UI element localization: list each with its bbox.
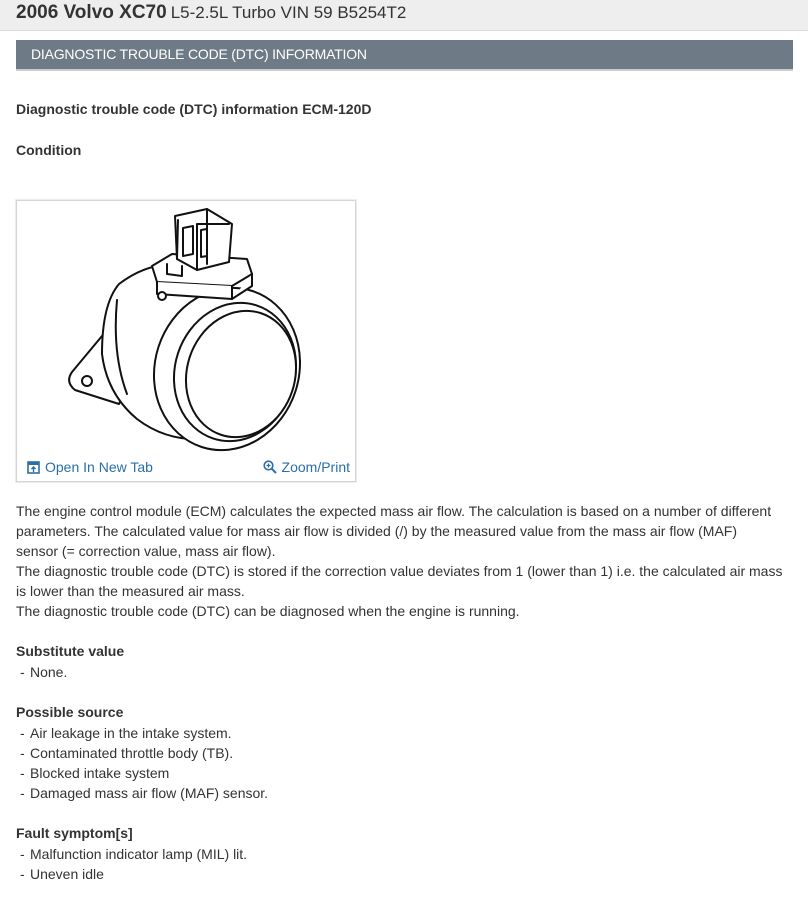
description-line: sensor (= correction value, mass air flow). [16,543,276,559]
list-item: - Contaminated throttle body (TB). [20,745,234,761]
section-header [16,40,793,71]
open-in-new-tab-link[interactable] [27,459,153,475]
figure-actions [17,453,355,481]
description-line: The diagnostic trouble code (DTC) is stored if the correction value deviates from 1 (lower than 1) i.e. the calculated air mass [16,563,783,579]
list-item-text: Uneven idle [30,866,104,882]
list-item-text: None. [30,664,68,680]
list-item: - Malfunction indicator lamp (MIL) lit. [20,846,248,862]
vehicle-name: 2006 Volvo XC70 [16,2,167,23]
list-item-text: Air leakage in the intake system. [30,725,232,741]
fault-symptoms-heading: Fault symptom[s] [16,825,133,841]
list-item: - Air leakage in the intake system. [20,725,232,741]
engine-spec: L5-2.5L Turbo VIN 59 B5254T2 [170,3,407,22]
zoom-print-link[interactable] [263,459,350,475]
dtc-heading: Diagnostic trouble code (DTC) information ECM-120D [16,101,372,117]
list-item: - Blocked intake system [20,765,170,781]
list-item-text: Malfunction indicator lamp (MIL) lit. [30,846,248,862]
possible-source-heading: Possible source [16,704,124,720]
description-line: The engine control module (ECM) calculates the expected mass air flow. The calculation is based on a number of different [16,503,772,519]
description-line: is lower than the measured air mass. [16,583,245,599]
list-item-text: Blocked intake system [30,765,170,781]
description-line: parameters. The calculated value for mass air flow is divided (/) by the measured value from the mass air flow (MAF) [16,523,738,539]
zoom-print-label: Zoom/Print [281,459,350,475]
list-item-text: Contaminated throttle body (TB). [30,745,234,761]
list-item: - None. [20,664,68,680]
list-item: - Uneven idle [20,866,104,882]
maf-sensor-illustration[interactable] [57,204,317,452]
new-tab-icon [27,461,40,474]
list-item: - Damaged mass air flow (MAF) sensor. [20,785,269,801]
title-bar [0,0,808,31]
figure-card [16,200,356,482]
substitute-heading: Substitute value [16,643,125,659]
section-title: DIAGNOSTIC TROUBLE CODE (DTC) INFORMATION [31,46,367,62]
list-item-text: Damaged mass air flow (MAF) sensor. [30,785,269,801]
vehicle-title [16,0,406,27]
description-line: The diagnostic trouble code (DTC) can be diagnosed when the engine is running. [16,603,520,619]
zoom-icon [263,460,277,474]
open-in-new-tab-label: Open In New Tab [45,459,153,475]
condition-heading: Condition [16,142,82,158]
